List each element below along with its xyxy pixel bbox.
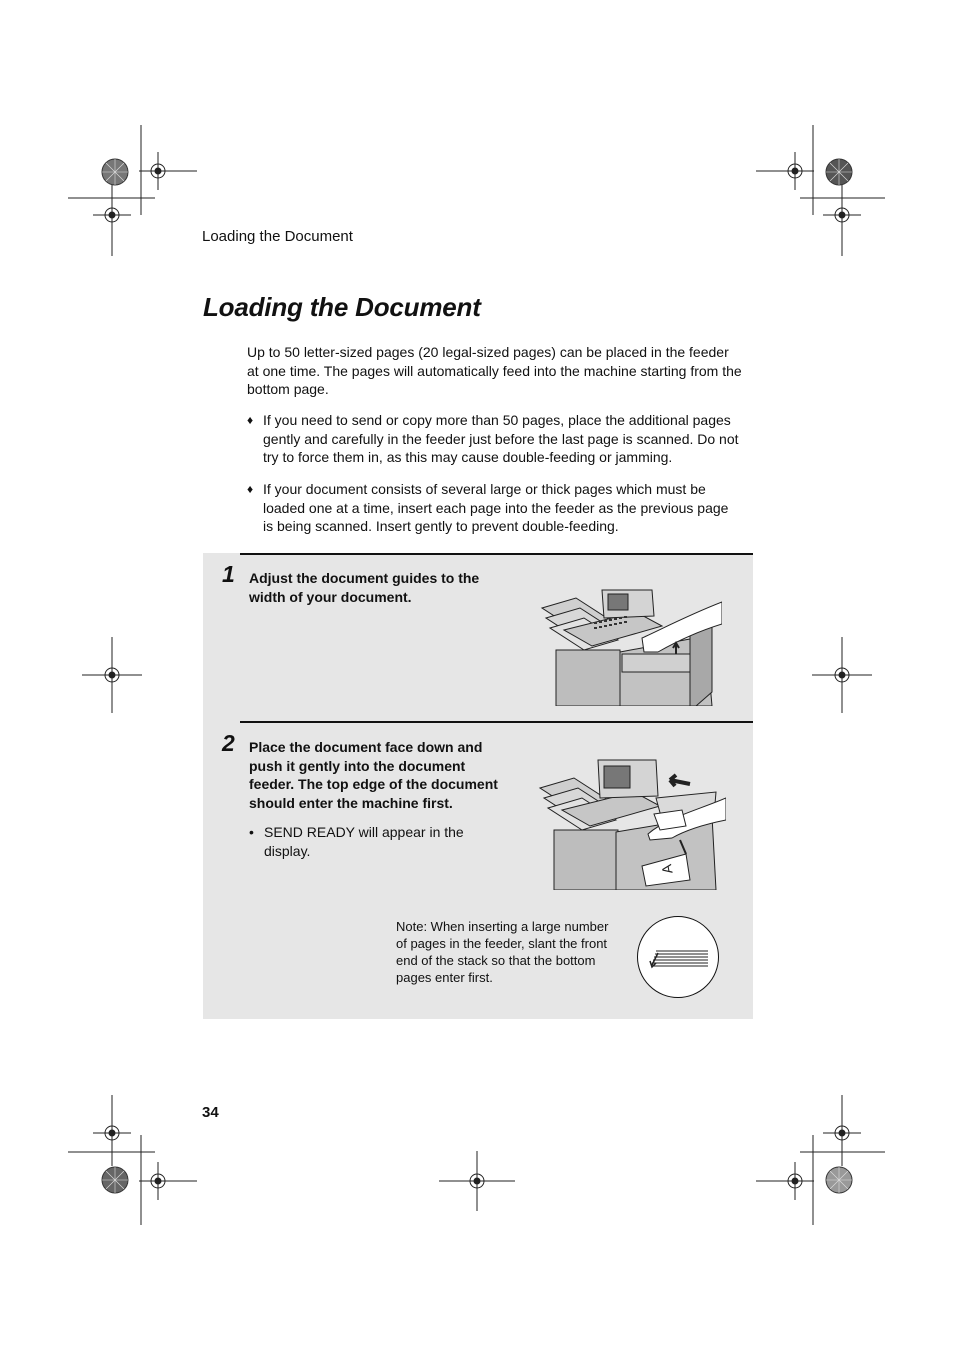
step-number: 2: [222, 730, 235, 756]
slanted-stack-diagram: [637, 916, 719, 998]
page-number: 34: [202, 1104, 219, 1121]
sub-bullet-text: SEND READY will appear in the display.: [264, 824, 464, 859]
bullet-item: [247, 411, 742, 467]
bullet-item: [247, 480, 742, 536]
step-number: 1: [222, 561, 235, 587]
diamond-bullet-icon: ♦: [247, 482, 254, 496]
bullet-text: If your document consists of several large or thick pages which must be loaded one at a time, insert each page into the feeder as the previous page is being scanned. Insert gently to prevent double-feeding.: [263, 481, 729, 534]
note-text: Note: When inserting a large number of pages in the feeder, slant the front end of the stack so that the bottom pages enter first.: [396, 919, 609, 985]
step-divider: [240, 721, 753, 723]
intro-paragraph: Up to 50 letter-sized pages (20 legal-sized pages) can be placed in the feeder at one time. The pages will automatically feed into the machine starting from the bottom page.: [247, 344, 742, 397]
slanted-stack-icon: [638, 917, 718, 997]
step-instruction: Place the document face down and push it gently into the document feeder. The top edge of the document should enter the machine first.: [249, 739, 498, 811]
document-letter: A: [658, 863, 676, 876]
fax-machine-insert-illustration: [536, 758, 726, 890]
step-instruction: Adjust the document guides to the width of your document.: [249, 570, 480, 605]
step-divider: [240, 553, 753, 555]
running-head: Loading the Document: [202, 228, 353, 245]
bullet-text: If you need to send or copy more than 50 pages, place the additional pages gently and carefully in the feeder just before the last page is scanned. Do not try to force them in, as this may cause double-feeding or jamming.: [263, 412, 739, 465]
dot-bullet-icon: •: [249, 824, 254, 840]
fax-machine-guides-illustration: [536, 582, 722, 706]
sub-bullet-item: [249, 823, 489, 861]
page-title: Loading the Document: [203, 292, 481, 322]
diamond-bullet-icon: ♦: [247, 413, 254, 427]
